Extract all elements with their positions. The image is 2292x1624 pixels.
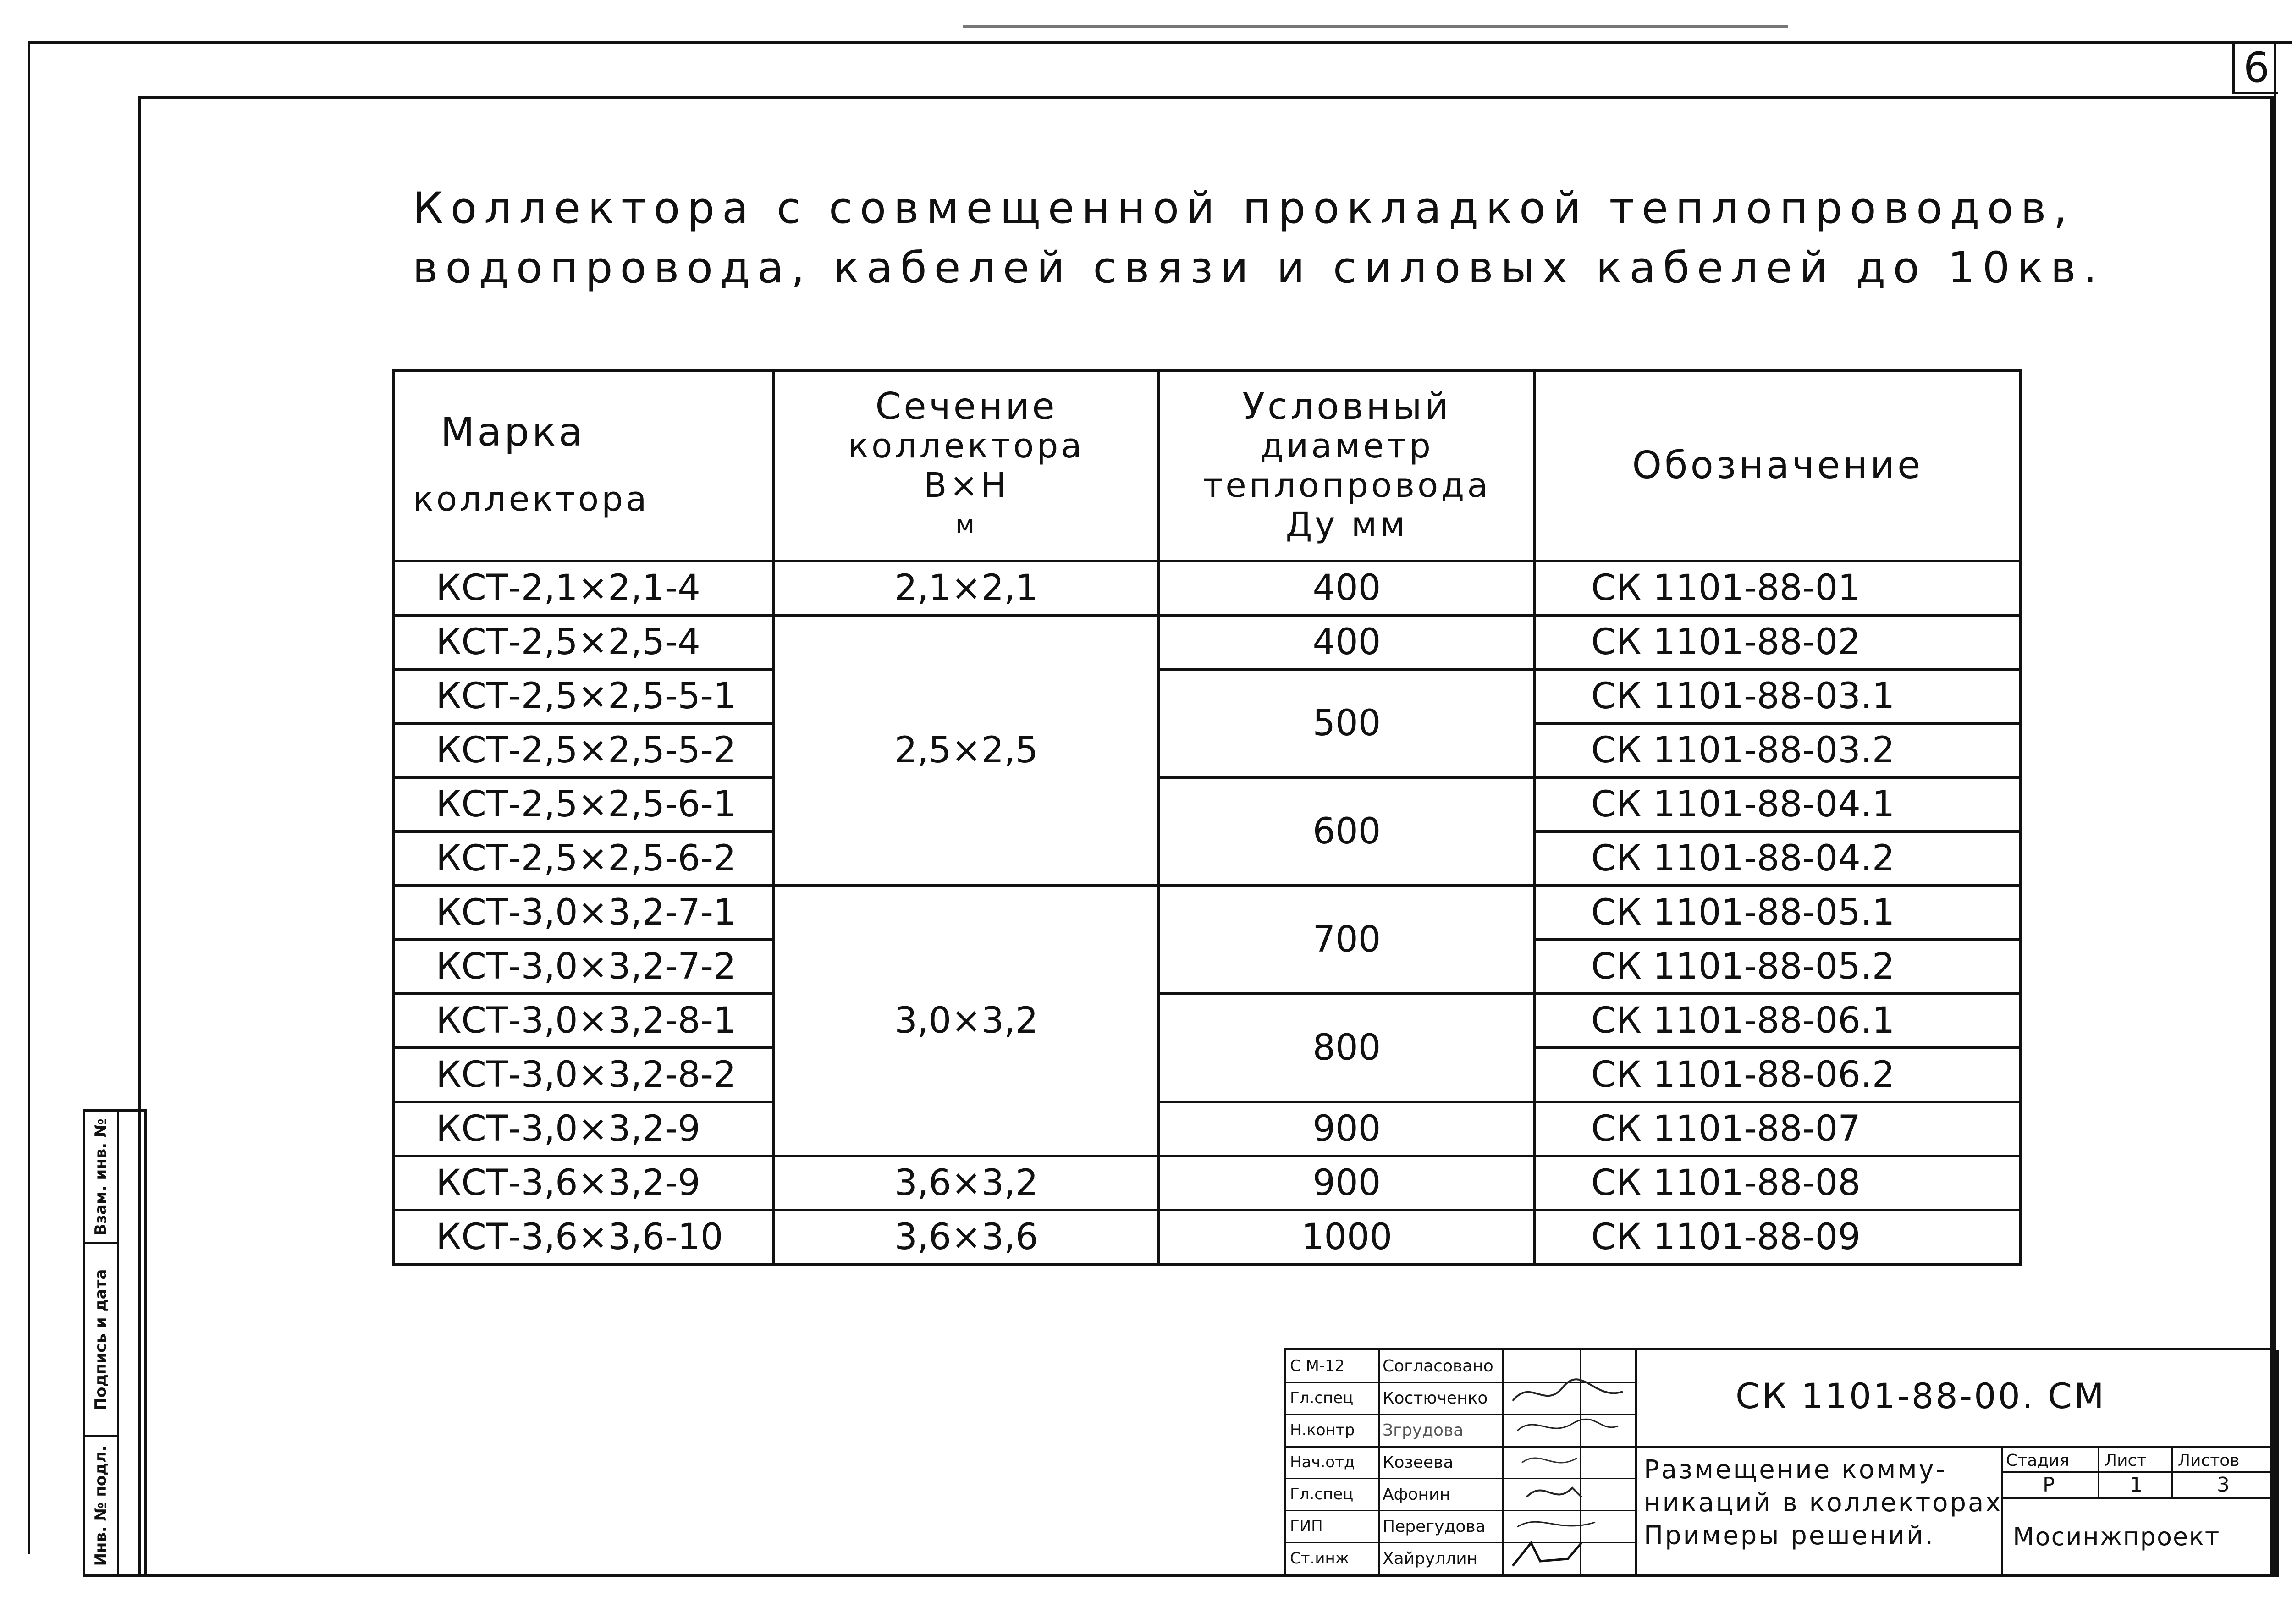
- page-number: 6: [2232, 44, 2278, 94]
- cell-diameter: 800: [1159, 994, 1535, 1102]
- sig-role: Н.контр: [1290, 1421, 1355, 1439]
- header-mark-line-1: Марка: [441, 409, 586, 455]
- tb-bottom-border: [1286, 1574, 2279, 1577]
- cell-mark: КСТ-3,0×3,2-7-2: [393, 940, 774, 994]
- header-mark-line-2: коллектора: [413, 479, 650, 519]
- document-code: СК 1101-88-00. СМ: [1736, 1376, 2106, 1416]
- sig-role: Гл.спец: [1290, 1389, 1354, 1407]
- header-designation-text: Обозначение: [1632, 444, 1923, 487]
- header-diameter-line-2: диаметр: [1260, 426, 1434, 466]
- cell-mark: КСТ-2,5×2,5-4: [393, 615, 774, 669]
- side-cell-replacement: [85, 1112, 117, 1244]
- sheet-label: Лист: [2105, 1451, 2147, 1470]
- header-section-line-1: Сечение: [875, 385, 1058, 428]
- table-row: [393, 777, 2021, 831]
- table-header-row: [393, 370, 2021, 561]
- organization-name: Мосинжпроект: [2013, 1522, 2220, 1551]
- heading-line-2: водопровода, кабелей связи и силовых кабелей до 10кв.: [413, 243, 2105, 293]
- sig-name: Згрудова: [1383, 1421, 1464, 1440]
- cell-mark: КСТ-3,0×3,2-8-1: [393, 994, 774, 1048]
- cell-code: СК 1101-88-03.1: [1535, 669, 2021, 723]
- table-row: [393, 886, 2021, 940]
- cell-code: СК 1101-88-02: [1535, 615, 2021, 669]
- header-section-line-3: В×Н: [923, 466, 1009, 505]
- header-diameter-line-1: Условный: [1242, 385, 1451, 428]
- title-block: [1284, 1348, 2276, 1577]
- cell-code: СК 1101-88-03.2: [1535, 723, 2021, 777]
- sig-name: Афонин: [1383, 1485, 1450, 1504]
- cell-diameter: 600: [1159, 777, 1535, 886]
- header-section-line-2: коллектора: [848, 426, 1085, 466]
- cell-diameter: 700: [1159, 886, 1535, 994]
- cell-section: 2,5×2,5: [774, 615, 1159, 886]
- sig-name: Перегудова: [1383, 1517, 1486, 1536]
- description-line-1: Размещение комму-: [1644, 1455, 1947, 1485]
- cell-mark: КСТ-2,5×2,5-5-2: [393, 723, 774, 777]
- tb-grid-line: [1286, 1446, 2279, 1448]
- side-cell-inventory: [85, 1437, 117, 1574]
- sig-role: Гл.спец: [1290, 1485, 1354, 1503]
- cell-diameter: 1000: [1159, 1210, 1535, 1264]
- cell-section: 2,1×2,1: [774, 561, 1159, 615]
- cell-mark: КСТ-3,6×3,2-9: [393, 1156, 774, 1210]
- collectors-table: [392, 369, 2022, 1266]
- cell-section: 3,6×3,6: [774, 1210, 1159, 1264]
- sig-role: С М-12: [1290, 1357, 1345, 1375]
- page-heading: [413, 179, 2105, 298]
- tb-grid-line: [1635, 1350, 1637, 1577]
- cell-section: 3,6×3,2: [774, 1156, 1159, 1210]
- sig-role: ГИП: [1290, 1517, 1323, 1536]
- header-designation: [1535, 370, 2021, 561]
- tb-right-border: [2276, 1350, 2279, 1577]
- top-scan-line: [963, 25, 1788, 28]
- cell-diameter: 900: [1159, 1102, 1535, 1156]
- cell-diameter: 400: [1159, 561, 1535, 615]
- cell-mark: КСТ-3,6×3,6-10: [393, 1210, 774, 1264]
- cell-mark: КСТ-3,0×3,2-9: [393, 1102, 774, 1156]
- tb-grid-line: [2001, 1497, 2279, 1499]
- cell-code: СК 1101-88-04.1: [1535, 777, 2021, 831]
- cell-code: СК 1101-88-01: [1535, 561, 2021, 615]
- description-line-3: Примеры решений.: [1644, 1521, 1935, 1551]
- cell-code: СК 1101-88-06.2: [1535, 1048, 2021, 1102]
- header-diameter-line-4: Ду мм: [1285, 505, 1408, 545]
- table-row: [393, 669, 2021, 723]
- cell-code: СК 1101-88-06.1: [1535, 994, 2021, 1048]
- header-diameter: [1159, 370, 1535, 561]
- table-row: [393, 615, 2021, 669]
- sig-name: Костюченко: [1383, 1389, 1488, 1408]
- cell-code: СК 1101-88-09: [1535, 1210, 2021, 1264]
- stage-label: Стадия: [2006, 1451, 2070, 1470]
- header-section: [774, 370, 1159, 561]
- header-mark: [393, 370, 774, 561]
- cell-mark: КСТ-3,0×3,2-7-1: [393, 886, 774, 940]
- tb-grid-line: [2001, 1471, 2279, 1473]
- cell-code: СК 1101-88-05.1: [1535, 886, 2021, 940]
- table-row: [393, 1156, 2021, 1210]
- right-frame-rule: [2274, 41, 2276, 1577]
- side-stamp-divider: [117, 1112, 119, 1574]
- cell-mark: КСТ-2,5×2,5-5-1: [393, 669, 774, 723]
- table-row: [393, 561, 2021, 615]
- cell-mark: КСТ-3,0×3,2-8-2: [393, 1048, 774, 1102]
- cell-mark: КСТ-2,1×2,1-4: [393, 561, 774, 615]
- table-row: [393, 1102, 2021, 1156]
- cell-section: 3,0×3,2: [774, 886, 1159, 1156]
- cell-mark: КСТ-2,5×2,5-6-1: [393, 777, 774, 831]
- stage-value: Р: [2043, 1473, 2055, 1497]
- sig-name: Согласовано: [1383, 1357, 1493, 1376]
- header-diameter-line-3: теплопровода: [1203, 466, 1491, 505]
- sheets-value: 3: [2217, 1473, 2230, 1497]
- cell-code: СК 1101-88-04.2: [1535, 831, 2021, 886]
- side-cell-signature-label: Подпись и дата: [92, 1269, 110, 1410]
- cell-diameter: 400: [1159, 615, 1535, 669]
- signature-scribbles: [1504, 1350, 1635, 1574]
- cell-code: СК 1101-88-08: [1535, 1156, 2021, 1210]
- side-cell-signature: [85, 1244, 117, 1437]
- side-cell-inventory-label: Инв. № подл.: [92, 1445, 110, 1566]
- side-cell-replacement-label: Взам. инв. №: [92, 1118, 110, 1236]
- heading-line-1: Коллектора с совмещенной прокладкой теплопроводов,: [413, 183, 2075, 233]
- sig-name: Хайруллин: [1383, 1549, 1478, 1568]
- cell-code: СК 1101-88-05.2: [1535, 940, 2021, 994]
- table-row: [393, 1210, 2021, 1264]
- table-row: [393, 994, 2021, 1048]
- side-stamp: [83, 1109, 147, 1577]
- cell-code: СК 1101-88-07: [1535, 1102, 2021, 1156]
- cell-mark: КСТ-2,5×2,5-6-2: [393, 831, 774, 886]
- sig-name: Козеева: [1383, 1453, 1454, 1472]
- header-section-line-4: м: [955, 510, 978, 539]
- sheets-label: Листов: [2178, 1451, 2240, 1470]
- description-line-2: никаций в коллекторах: [1644, 1488, 2003, 1518]
- sheet-value: 1: [2130, 1473, 2143, 1497]
- cell-diameter: 900: [1159, 1156, 1535, 1210]
- sig-role: Нач.отд: [1290, 1453, 1355, 1471]
- sig-role: Ст.инж: [1290, 1549, 1350, 1568]
- cell-diameter: 500: [1159, 669, 1535, 777]
